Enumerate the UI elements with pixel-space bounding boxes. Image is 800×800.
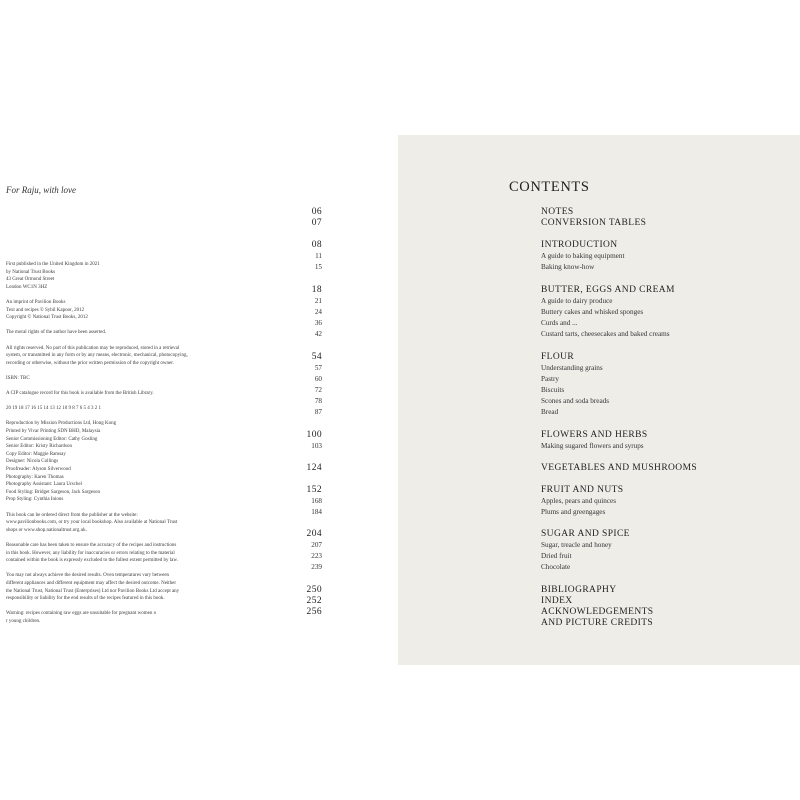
page-number: 72 — [314, 386, 322, 394]
imprint-line: Printed by Vivar Printing SDN BHD, Malaysia — [6, 429, 101, 435]
page-number: 124 — [306, 463, 322, 473]
imprint-paragraph — [6, 329, 246, 337]
imprint-line: Prop Styling: Cynthia Inions — [6, 497, 64, 503]
imprint-text — [6, 261, 246, 633]
imprint-paragraph — [6, 261, 246, 291]
imprint-paragraph — [6, 375, 246, 383]
page-number: 250 — [306, 585, 322, 595]
page-number: 18 — [311, 285, 322, 295]
section-title: FRUIT AND NUTS — [541, 485, 624, 495]
imprint-line: ISBN: TBC — [6, 375, 30, 381]
section-title: INDEX — [541, 596, 573, 606]
imprint-line: London WC1N 3HZ — [6, 284, 48, 290]
section-title: Sugar, treacle and honey — [541, 541, 612, 549]
section-title: FLOWERS AND HERBS — [541, 430, 648, 440]
imprint-line: responsibility or liability for the end results of the recipes featured in this book. — [6, 596, 165, 602]
page-number: 08 — [311, 240, 322, 250]
section-title: CONVERSION TABLES — [541, 218, 647, 228]
imprint-paragraph — [6, 572, 246, 602]
imprint-line: r young children. — [6, 618, 41, 624]
imprint-paragraph — [6, 345, 246, 368]
imprint-line: Proofreader: Alyson Silverwood — [6, 467, 71, 473]
imprint-line: The moral rights of the author have been asserted. — [6, 330, 107, 336]
imprint-paragraph — [6, 405, 246, 413]
section-title: Curds and ... — [541, 319, 578, 327]
imprint-paragraph — [6, 420, 246, 504]
imprint-paragraph — [6, 542, 246, 565]
imprint-line: shops or www.shop.nationaltrust.org.uk. — [6, 527, 87, 533]
book-spread — [0, 135, 800, 665]
section-title: A guide to baking equipment — [541, 252, 625, 260]
imprint-line: 43 Great Ormond Street — [6, 277, 55, 283]
page-number: 103 — [311, 442, 322, 450]
page-number: 57 — [314, 364, 322, 372]
page-number: 168 — [311, 497, 322, 505]
imprint-line: contained within the book is expressly excluded to the fullest extent permitted by law. — [6, 558, 178, 564]
page-number: 252 — [306, 596, 322, 606]
section-title: Understanding grains — [541, 364, 603, 372]
page-number: 11 — [315, 252, 322, 260]
imprint-line: Food Styling: Bridget Sargeson, Jack Sargeson — [6, 489, 100, 495]
imprint-line: An imprint of Pavilion Books — [6, 299, 66, 305]
imprint-line: Reasonable care has been taken to ensure the accuracy of the recipes and instructions — [6, 542, 177, 548]
section-title: NOTES — [541, 207, 574, 217]
section-title: Apples, pears and quinces — [541, 497, 617, 505]
imprint-line: Senior Editor: Kristy Richardson — [6, 444, 72, 450]
page-number: 54 — [311, 352, 322, 362]
imprint-line: Photography Assistant: Laura Urschel — [6, 482, 82, 488]
page-number: 60 — [314, 375, 322, 383]
page-number: 07 — [311, 218, 322, 228]
copyright-page — [0, 135, 398, 665]
imprint-line: All rights reserved. No part of this publication may be reproduced, stored in a retrieval — [6, 345, 180, 351]
section-title: BUTTER, EGGS AND CREAM — [541, 285, 675, 295]
section-title: VEGETABLES AND MUSHROOMS — [541, 463, 698, 473]
imprint-paragraph — [6, 610, 246, 625]
section-title: Custard tarts, cheesecakes and baked creams — [541, 330, 670, 338]
imprint-line: Copy Editor: Maggie Ramsay — [6, 451, 66, 457]
page-number: 223 — [311, 552, 322, 560]
section-title: Dried fruit — [541, 552, 572, 560]
imprint-line: Senior Commissioning Editor: Cathy Gosling — [6, 436, 98, 442]
imprint-paragraph — [6, 512, 246, 535]
imprint-line: Photography: Karen Thomas — [6, 474, 64, 480]
section-title: Bread — [541, 408, 559, 416]
page-number: 204 — [306, 529, 322, 539]
page-number: 78 — [314, 397, 322, 405]
contents-page — [306, 135, 800, 665]
imprint-line: in this book. However, any liability for inaccuracies or errors relating to the material — [6, 550, 175, 556]
section-title: Plums and greengages — [541, 508, 606, 516]
section-title: Baking know-how — [541, 263, 595, 271]
imprint-paragraph — [6, 390, 246, 398]
imprint-line: A CIP catalogue record for this book is available from the British Library. — [6, 391, 154, 397]
imprint-line: Designer: Nicola Collings — [6, 459, 59, 465]
imprint-line: www.pavilionbooks.com, or try your local bookshop. Also available at National Trust — [6, 520, 178, 526]
section-title: AND PICTURE CREDITS — [541, 618, 654, 628]
section-title: A guide to dairy produce — [541, 297, 613, 305]
imprint-line: Warning: recipes containing raw eggs are unsuitable for pregnant women o — [6, 611, 157, 617]
section-title: Scones and soda breads — [541, 397, 610, 405]
section-title: BIBLIOGRAPHY — [541, 585, 617, 595]
imprint-line: the National Trust, National Trust (Enterprises) Ltd nor Pavilion Books Ltd accept any — [6, 588, 180, 594]
section-title: Buttery cakes and whisked sponges — [541, 308, 644, 316]
imprint-paragraph — [6, 299, 246, 322]
page-number: 24 — [314, 308, 322, 316]
page-number: 239 — [311, 563, 322, 571]
page-number: 87 — [314, 408, 322, 416]
imprint-line: different appliances and different equipment may affect the desired outcome. Neither — [6, 580, 177, 586]
page-number: 15 — [314, 263, 322, 271]
imprint-line: recording or otherwise, without the prior written permission of the copyright owner. — [6, 360, 174, 366]
imprint-line: Copyright © National Trust Books, 2012 — [6, 315, 88, 321]
imprint-line: This book can be ordered direct from the publisher at the website: — [6, 512, 138, 518]
section-title: FLOUR — [541, 352, 575, 362]
page-number: 100 — [306, 430, 322, 440]
section-title: Making sugared flowers and syrups — [541, 442, 644, 450]
dedication: For Raju, with love — [6, 185, 76, 195]
section-title: Biscuits — [541, 386, 565, 394]
section-title: ACKNOWLEDGEMENTS — [541, 607, 654, 617]
page-number: 152 — [306, 485, 322, 495]
imprint-line: by National Trust Books — [6, 269, 56, 275]
page-number: 21 — [314, 297, 322, 305]
imprint-line: You may not always achieve the desired results. Oven temperatures vary between — [6, 573, 170, 579]
section-title: SUGAR AND SPICE — [541, 529, 630, 539]
imprint-line: Reproduction by Mission Productions Ltd, Hong Kong — [6, 421, 117, 427]
imprint-line: Text and recipes © Sybil Kapoor, 2012 — [6, 307, 85, 313]
section-title: Chocolate — [541, 563, 571, 571]
contents-title: CONTENTS — [509, 179, 590, 195]
imprint-line: system, or transmitted in any form or by any means, electronic, mechanical, photocopying, — [6, 353, 188, 359]
imprint-line: First published in the United Kingdom in 2021 — [6, 262, 100, 267]
page-number: 256 — [306, 607, 322, 617]
imprint-line: 20 19 18 17 16 15 14 13 12 10 9 8 7 6 5 4 3 2 1 — [6, 406, 101, 412]
section-title: Pastry — [541, 375, 559, 383]
page-number: 184 — [311, 508, 322, 516]
page-number: 06 — [311, 207, 322, 217]
section-title: INTRODUCTION — [541, 240, 618, 250]
page-number: 42 — [314, 330, 322, 338]
page-number: 36 — [314, 319, 322, 327]
page-number: 207 — [311, 541, 322, 549]
